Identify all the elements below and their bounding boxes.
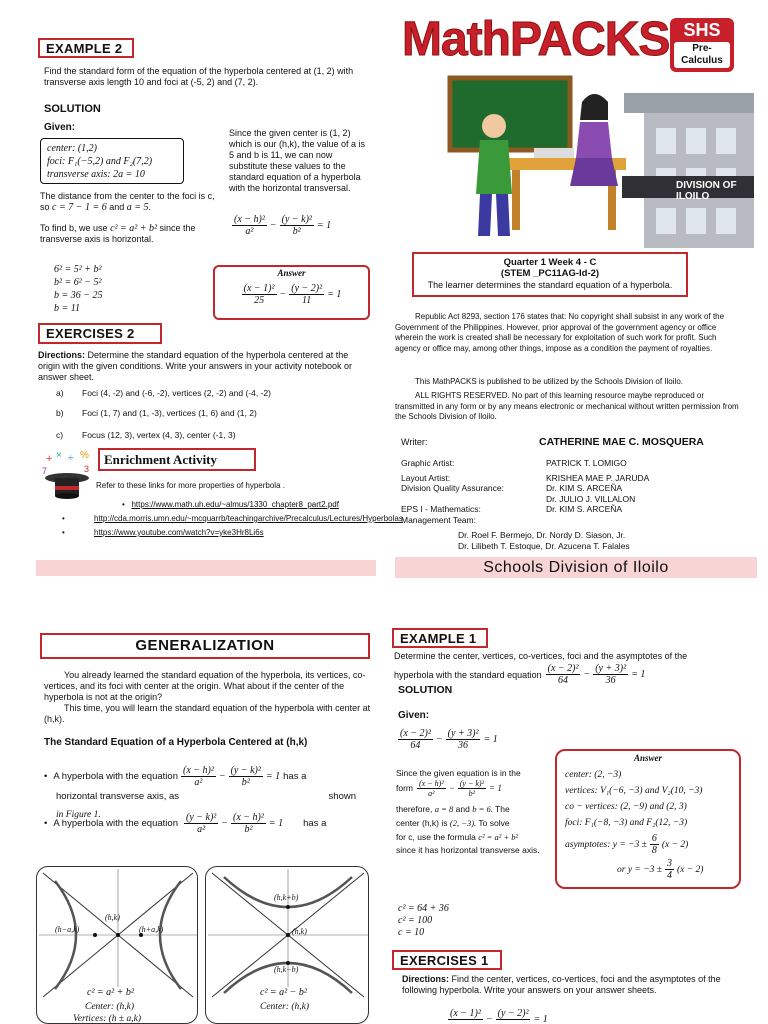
enrichment-activity-label: Enrichment Activity (98, 448, 256, 471)
svg-text:3: 3 (84, 464, 90, 474)
example-1-problem-line-1: Determine the center, vertices, co-vertices, foci and the asymptotes of the (394, 651, 688, 661)
asymptote-line-1: asymptotes: y = −3 ± $\frac{6}{8}$ (x − 2) (565, 833, 689, 856)
fig2-center: Center: (h,k) (260, 1002, 310, 1012)
example-1-explanation: Since the given equation is in the form $\frac{\text{(x − h)²}}{\text{a²}}$ − $\frac{\text{(y − k)²}}{\text{b²}}$ = 1 therefore, a = 8 and b = 6. The center (h,k) is (2, −3). To solve for c, use the formula c² = a² + b² since it has horizontal transverse axis. (396, 768, 540, 855)
answer-label: Answer (277, 268, 306, 278)
c-calculation (398, 903, 449, 939)
svg-text:%: % (80, 450, 89, 461)
example-1-label: EXAMPLE 1 (392, 628, 488, 648)
since-center-text: Since the given center is (1, 2) which is our (h,k), the value of a is 5 and b is 11, we can now substitute these values to the standard equation of a hyperbola with the horizontal transversal. (229, 128, 366, 193)
credit-row: Graphic Artist: PATRICK T. LOMIGO (401, 458, 627, 468)
link-item: • https://www.math.uh.edu/~almus/1330_chapter8_part2.pdf (122, 500, 339, 509)
credit-row: Layout Artist: KRISHEA MAE P. JARUDA (401, 472, 650, 483)
standard-equation-subhead: The Standard Equation of a Hyperbola Centered at (h,k) (44, 737, 308, 748)
figure-vertical-hyperbola (205, 866, 369, 1024)
credit-row: EPS I - Mathematics: Dr. KIM S. ARCEÑA (401, 504, 623, 514)
answer-lines (565, 767, 731, 831)
exercises-1-equation: (x − 1)² − (y − 2)² = 1 (450, 1008, 548, 1024)
fig1-vertices: Vertices: (h ± a,k) (73, 1014, 141, 1024)
fig1-label: (h−a,k) (55, 925, 80, 934)
link-youtube[interactable]: https://www.youtube.com/watch?v=yke3Hr8Li6s (94, 528, 264, 537)
link-item: • https://www.youtube.com/watch?v=yke3Hr8Li6s (62, 528, 264, 537)
exercises-2-label: EXERCISES 2 (38, 323, 162, 344)
svg-text:÷: ÷ (68, 453, 74, 464)
svg-text:7: 7 (42, 466, 48, 476)
writer-row: Writer: CATHERINE MAE C. MOSQUERA (401, 436, 704, 448)
answer-line: co − vertices: (2, −9) and (2, 3) (565, 802, 687, 812)
fig1-label: (h+a,k) (139, 925, 164, 934)
magician-hat-icon (38, 448, 96, 500)
competency-box: Quarter 1 Week 4 - C (STEM _PC11AG-Id-2) The learner determines the standard equation of a hyperbola. (412, 252, 688, 297)
calc-line: c² = 64 + 36 (398, 903, 449, 914)
given-heading: Given: (44, 122, 76, 133)
pink-footer-band (36, 560, 376, 576)
link-item: • http://cda.morris.umn.edu/~mcquarrb/teachingarchive/Precalculus/Lectures/Hyperbolas (62, 514, 403, 523)
fig2-relation: c² = a² − b² (260, 987, 307, 998)
fig1-center: Center: (h,k) (85, 1002, 135, 1012)
exercise-item: a) Foci (4, -2) and (-6, -2), vertices (2, -2) and (-4, -2) (56, 388, 271, 398)
calc-line: c² = 100 (398, 915, 433, 926)
copyright-paragraph-1: Republic Act 8293, section 176 states that: No copyright shall subsist in any work of the Government of the Philippines. However, prior approval of the government agency or office wherein the work is created shall be necessary for exploitation of such work for profit. Such agency or office may, among other things, impose as a condition the payment of royalties. (395, 312, 725, 353)
asymptote-line-2: or y = −3 ± $\frac{3}{4}$ (x − 2) (617, 858, 704, 881)
fig2-label: (h,k) (292, 927, 307, 936)
step-line: b² = 6² − 5² (54, 277, 102, 288)
credit-row: Management Team: (401, 514, 476, 525)
credits-list (401, 458, 649, 525)
fig1-label: (h,k) (105, 913, 120, 922)
step-line: b = 11 (54, 303, 81, 314)
schools-division-footer: Schools Division of Iloilo (395, 557, 757, 578)
exercises-2-directions: Directions: Determine the standard equation of the hyperbola centered at the origin with the given conditions. Write your answers in your activity notebook or answer sheet. (38, 350, 352, 382)
answer-line: foci: F₁(−8, −3) and F₂(12, −3) (565, 818, 688, 828)
example-1-solution: SOLUTION (398, 684, 453, 696)
example-2-label: EXAMPLE 2 (38, 38, 134, 58)
distance-text: The distance from the center to the foci is c, so c = 7 − 1 = 6 and a = 5. (40, 191, 215, 213)
fig2-label: (h,k−b) (274, 965, 299, 974)
standard-equation-horizontal: $\frac{\text{(x − h)²}}{\text{a²}}$ − $\frac{\text{(y − k)²}}{\text{b²}}$ = 1 (234, 214, 332, 237)
copyright-paragraph-2: This MathPACKS is published to be utilized by the Schools Division of Iloilo. (415, 377, 683, 386)
shs-badge: SHS Pre- Calculus (670, 18, 734, 72)
given-line: center: (1,2) (47, 143, 97, 154)
answer-box-example-1 (555, 749, 741, 889)
answer-box-example-2 (213, 265, 370, 320)
example-2-problem: Find the standard form of the equation of the hyperbola centered at (1, 2) with transverse axis length 10 and foci at (-5, 2) and (7, 2). (44, 66, 354, 87)
bullet-vertical: • A hyperbola with the equation $\frac{\text{(y − k)²}}{\text{a²}}$ − $\frac{\text{(x − h)²}}{\text{b²}}$ = 1 has a (44, 812, 327, 835)
example-1-given: Given: (398, 710, 430, 721)
example-1-problem-line-2: hyperbola with the standard equation $\frac{\text{(x − 2)²}}{64}$ − $\frac{\text{(y + 3)²}}{36}$ = 1 (394, 663, 646, 686)
solution-heading: SOLUTION (44, 103, 101, 115)
generalization-title: GENERALIZATION (40, 633, 370, 659)
find-b-text: To find b, we use c² = a² + b² since the transverse axis is horizontal. (40, 223, 196, 244)
step-line: b = 36 − 25 (54, 290, 103, 301)
given-line: transverse axis: 2a = 10 (47, 169, 145, 180)
svg-text:×: × (56, 450, 62, 461)
bullet-horizontal: • A hyperbola with the equation $\frac{\text{(x − h)²}}{\text{a²}}$ − $\frac{\text{(y − k)²}}{\text{b²}}$ = 1 has a horizontal transverse axis, as shown in Figure 1. (44, 765, 356, 820)
generalization-paragraph-1: You already learned the standard equation of the hyperbola, its vertices, co-vertices, and its foci with center at the origin. What about if the center of the hyperbola is not at the origin? (44, 670, 366, 702)
answer-line: vertices: V₁(−6, −3) and V₂(10, −3) (565, 786, 703, 796)
answer-label: Answer (633, 753, 662, 763)
link-uh[interactable]: https://www.math.uh.edu/~almus/1330_chapter8_part2.pdf (131, 500, 339, 509)
management-team: Dr. Roel F. Bermejo, Dr. Nordy D. Siason, Jr. Dr. Lilibeth T. Estoque, Dr. Azucena T. Falales (458, 530, 630, 551)
mathpacks-title: MathPACKS (402, 13, 670, 66)
example-1-given-equation: $\frac{\text{(x − 2)²}}{64}$ − $\frac{\text{(y + 3)²}}{36}$ = 1 (400, 728, 498, 751)
building-sign: DIVISION OF ILOILO (676, 180, 737, 202)
credit-row: Dr. JULIO J. VILLALON (546, 493, 636, 504)
enrichment-links (62, 500, 403, 538)
generalization-paragraph-2: This time, you will learn the standard equation of the hyperbola with center at (h,k). (44, 703, 371, 724)
given-line: foci: F₁(−5,2) and F₂(7,2) (47, 156, 153, 167)
exercises-1-directions: Directions: Find the center, vertices, co-vertices, foci and the asymptotes of the following hyperbola. Write your answers on your answer sheets. (402, 974, 721, 995)
credit-row: Division Quality Assurance: Dr. KIM S. ARCEÑA (401, 483, 623, 493)
enrichment-intro: Refer to these links for more properties of hyperbola . (96, 481, 285, 490)
fig1-relation: c² = a² + b² (87, 987, 134, 998)
figure-horizontal-hyperbola (36, 866, 198, 1024)
given-box (40, 138, 184, 184)
link-umn[interactable]: http://cda.morris.umn.edu/~mcquarrb/teachingarchive/Precalculus/Lectures/Hyperbolas (94, 514, 403, 523)
calc-line: c = 10 (398, 927, 425, 938)
b-steps (54, 263, 103, 315)
exercise-item: b) Foci (1, 7) and (1, -3), vertices (1, 6) and (1, 2) (56, 408, 257, 418)
exercises-1-label: EXERCISES 1 (392, 950, 502, 970)
answer-equation: $\frac{\text{(x − 1)²}}{25}$ − $\frac{\text{(y − 2)²}}{11}$ = 1 (243, 283, 342, 306)
answer-line: center: (2, −3) (565, 770, 622, 780)
copyright-paragraph-3: ALL RIGHTS RESERVED. No part of this learning resource maybe reproduced or transmitted in any form or by any means electronic or mechanical without written permission from the Schools Division of Iloilo. (395, 391, 739, 421)
step-line: 6² = 5² + b² (54, 264, 102, 275)
fig2-label: (h,k+b) (274, 893, 299, 902)
svg-text:+: + (46, 453, 53, 465)
exercise-item: c) Focus (12, 3), vertex (4, 3), center (-1, 3) (56, 430, 236, 440)
